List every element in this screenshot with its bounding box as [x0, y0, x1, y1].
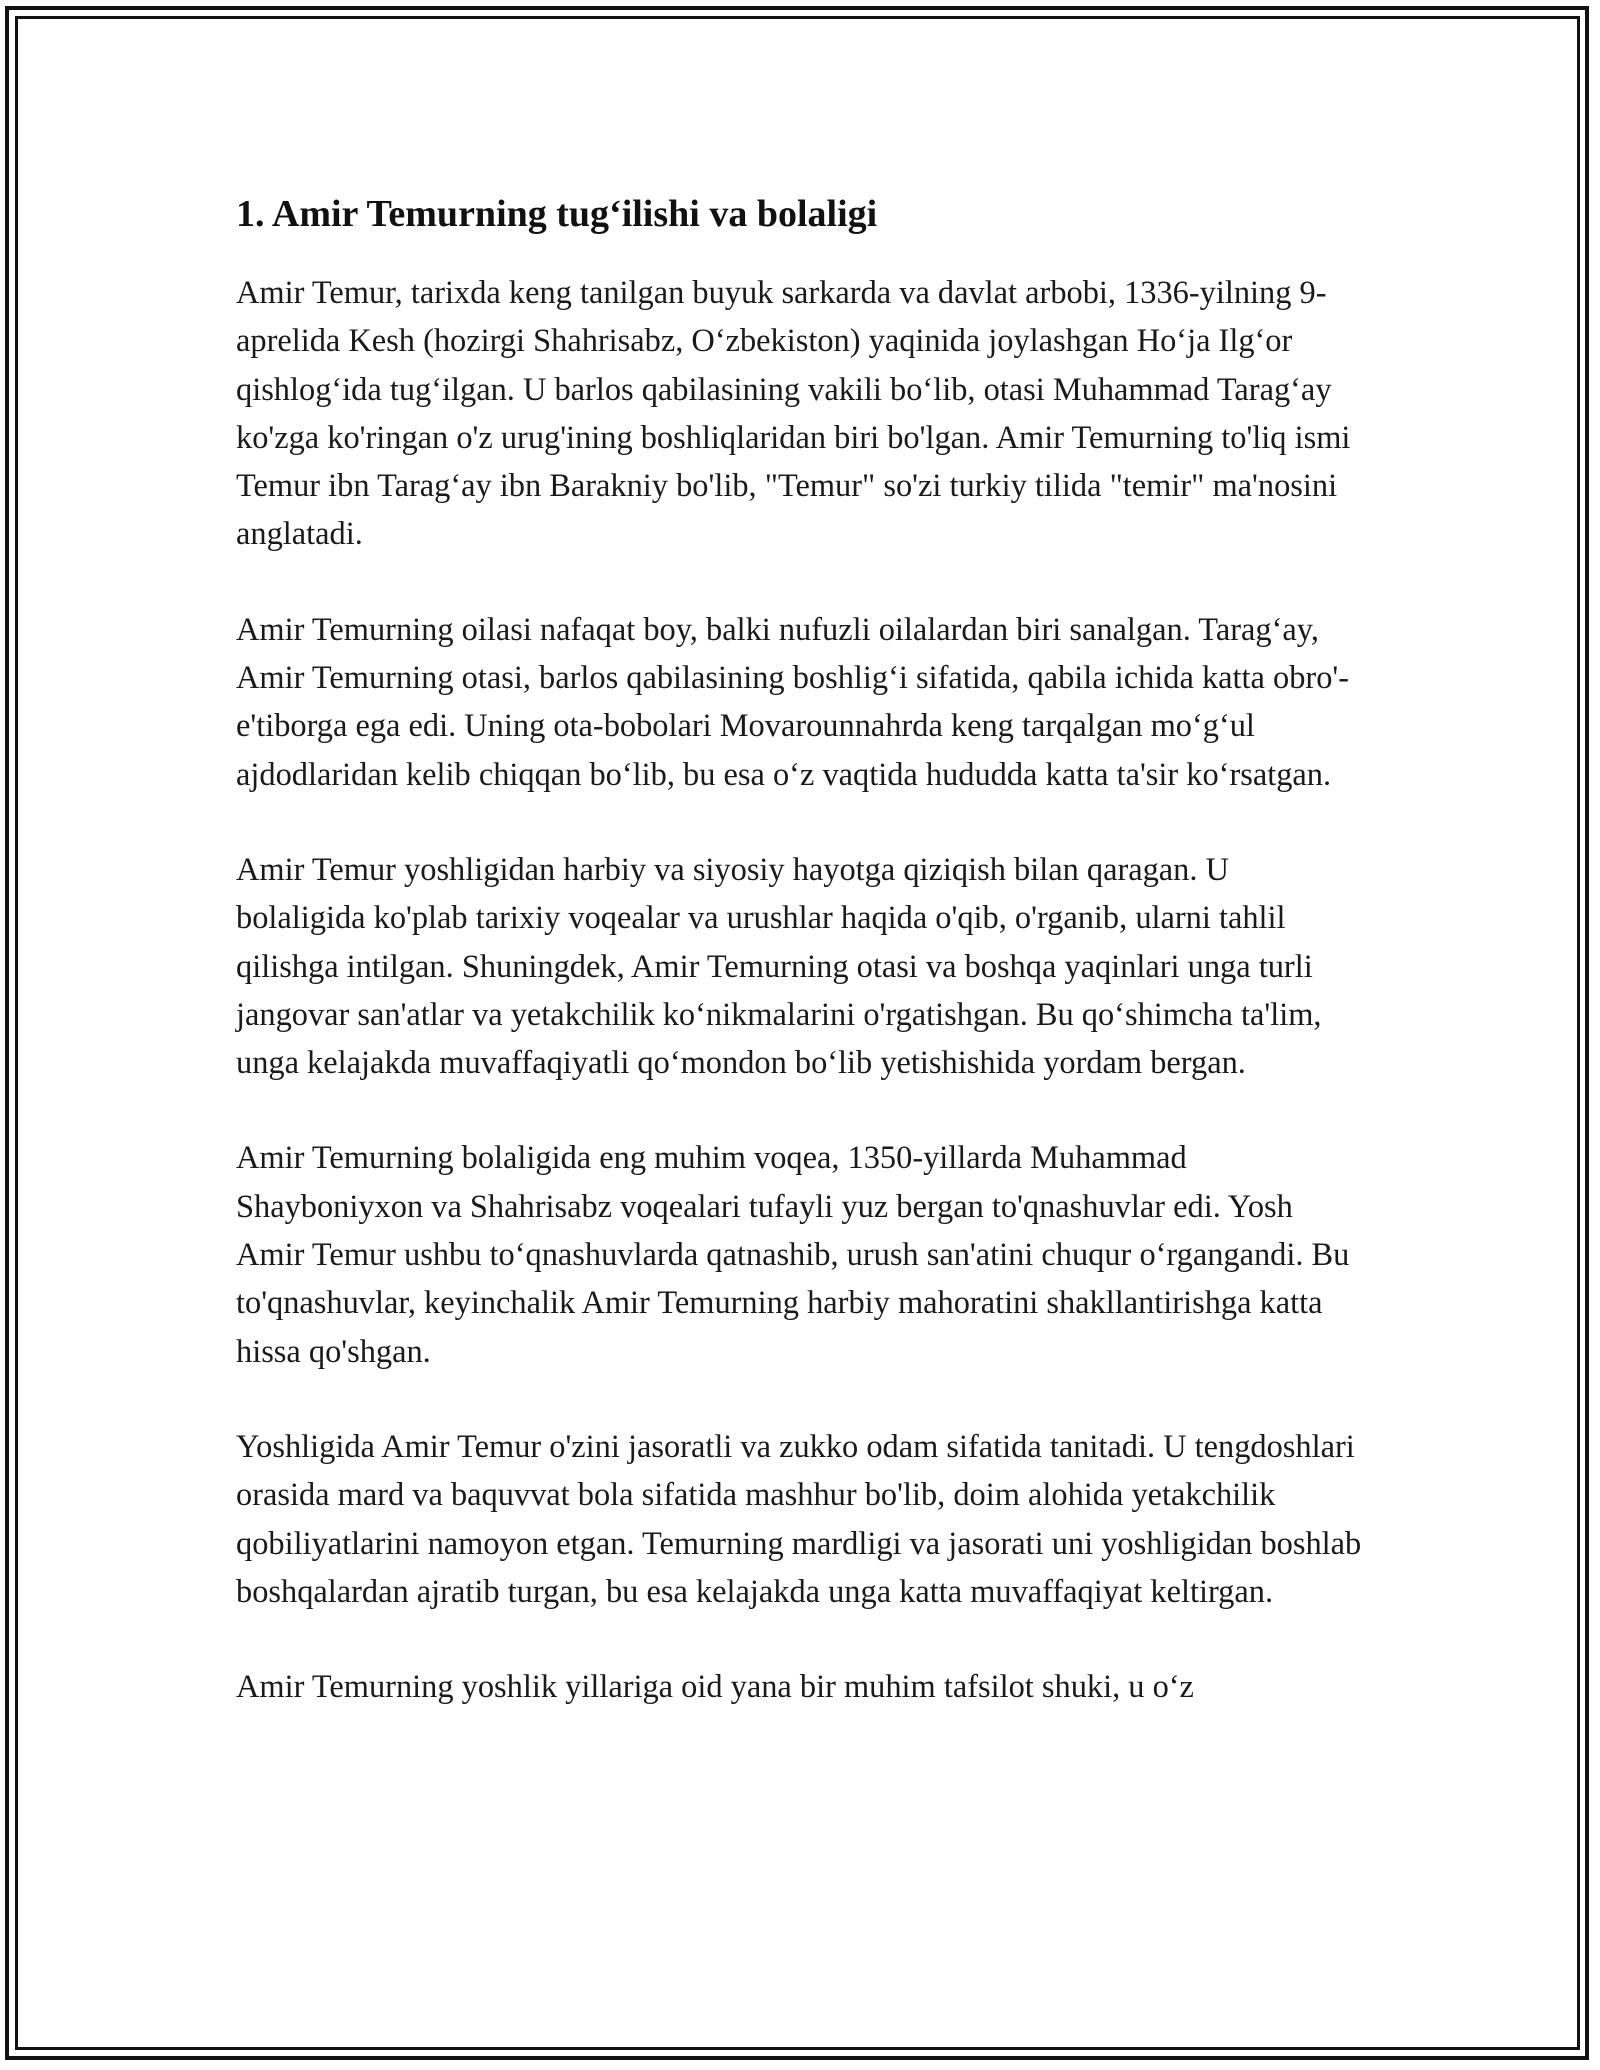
paragraph-2: Amir Temurning oilasi nafaqat boy, balki nufuzli oilalardan biri sanalgan. Tarag‘ay, Amir Temurning otasi, barlos qabilasining boshlig‘i sifatida, qabila ichida katta obro'-e'tiborga ega edi. Uning ota-bobolari Movarounnahrda keng tarqalgan mo‘g‘ul ajdodlaridan kelib chiqqan bo‘lib, bu esa o‘z vaqtida hududda katta ta'sir ko‘rsatgan.: [236, 611, 1350, 793]
paragraph-6: Amir Temurning yoshlik yillariga oid yana bir muhim tafsilot shuki, u o‘z: [236, 1669, 1194, 1706]
paragraph-3: Amir Temur yoshligidan harbiy va siyosiy hayotga qiziqish bilan qaragan. U bolaligida ko'plab tarixiy voqealar va urushlar haqida o'qib, o'rganib, ularni tahlil qilishga intilgan. Shuningdek, Amir Temurning otasi va boshqa yaqinlari unga turli jangovar san'atlar va yetakchilik ko‘nikmalarini o'rgatishgan. Bu qo‘shimcha ta'lim, unga kelajakda muvaffaqiyatli qo‘mondon bo‘lib yetishishida yordam bergan.: [236, 851, 1322, 1082]
section-heading: 1. Amir Temurning tug‘ilishi va bolaligi: [236, 193, 878, 235]
paragraph-1: Amir Temur, tarixda keng tanilgan buyuk sarkarda va davlat arbobi, 1336-yilning 9-aprelida Kesh (hozirgi Shahrisabz, O‘zbekiston) yaqinida joylashgan Ho‘ja Ilg‘or qishlog‘ida tug‘ilgan. U barlos qabilasining vakili bo‘lib, otasi Muhammad Tarag‘ay ko'zga ko'ringan o'z urug'ining boshliqlaridan biri bo'lgan. Amir Temurning to'liq ismi Temur ibn Tarag‘ay ibn Barakniy bo'lib, "Temur" so'zi turkiy tilida "temir" ma'nosini anglatadi.: [236, 275, 1351, 553]
paragraph-5: Yoshligida Amir Temur o'zini jasoratli va zukko odam sifatida tanitadi. U tengdoshlari orasida mard va baquvvat bola sifatida mashhur bo'lib, doim alohida yetakchilik qobiliyatlarini namoyon etgan. Temurning mardligi va jasorati uni yoshligidan boshlab boshqalardan ajratib turgan, bu esa kelajakda unga katta muvaffaqiyat keltirgan.: [236, 1428, 1362, 1610]
document-body: [236, 186, 1366, 1758]
paragraph-4: Amir Temurning bolaligida eng muhim voqea, 1350-yillarda Muhammad Shayboniyxon va Shahrisabz voqealari tufayli yuz bergan to'qnashuvlar edi. Yosh Amir Temur ushbu to‘qnashuvlarda qatnashib, urush san'atini chuqur o‘rgangandi. Bu to'qnashuvlar, keyinchalik Amir Temurning harbiy mahoratini shakllantirishga katta hissa qo'shgan.: [236, 1140, 1350, 1370]
